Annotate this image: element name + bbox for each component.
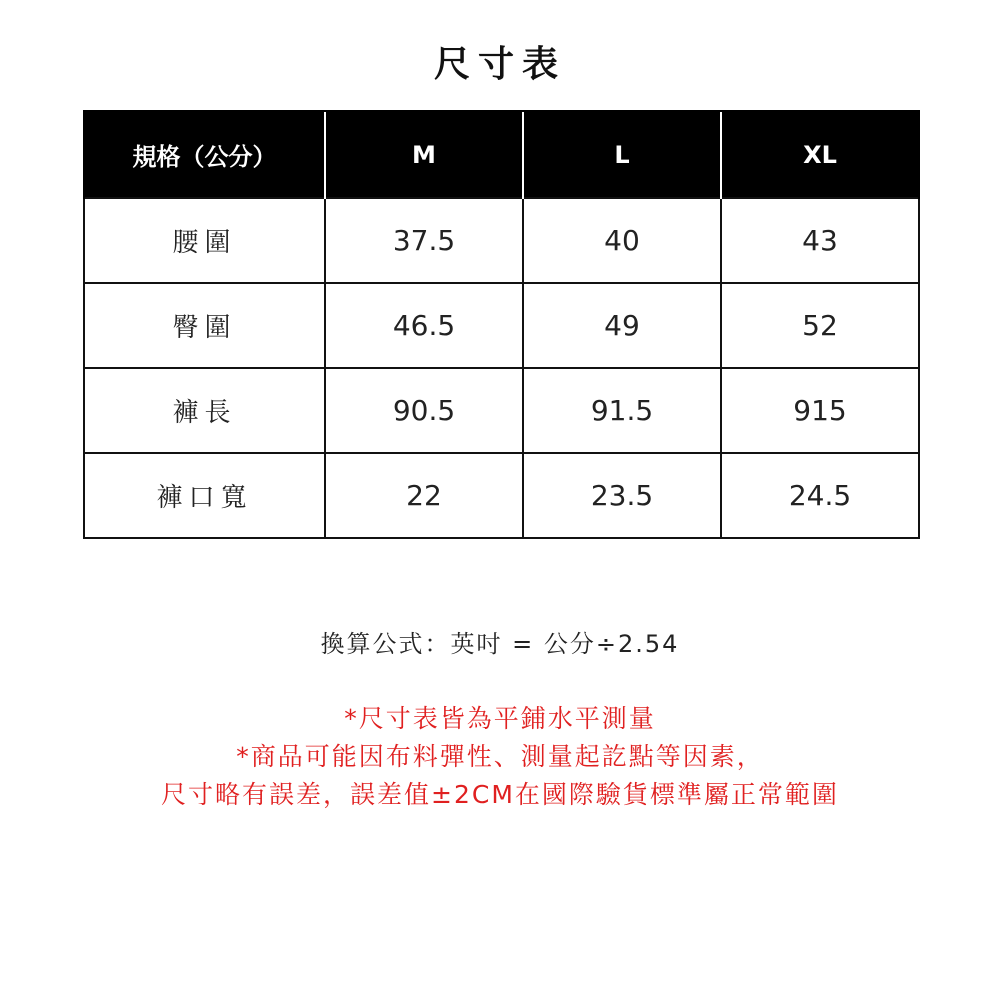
size-table <box>83 110 920 539</box>
header-size-l: L <box>523 111 721 198</box>
table-header-row <box>84 111 919 198</box>
note-line: 尺寸略有誤差，誤差值±2CM在國際驗貨標準屬正常範圍 <box>161 780 839 809</box>
cell-value: 90.5 <box>325 368 523 453</box>
cell-value: 43 <box>721 198 919 283</box>
row-label: 臀圍 <box>84 283 325 368</box>
measurement-notes <box>0 700 1000 814</box>
cell-value: 37.5 <box>325 198 523 283</box>
conversion-formula: 換算公式：英吋 = 公分÷2.54 <box>320 630 680 658</box>
note-line: *商品可能因布料彈性、測量起訖點等因素， <box>236 742 764 771</box>
row-label: 腰圍 <box>84 198 325 283</box>
header-size-xl: XL <box>721 111 919 198</box>
note-line: *尺寸表皆為平鋪水平測量 <box>344 704 656 733</box>
cell-value: 915 <box>721 368 919 453</box>
header-spec: 規格（公分） <box>84 111 325 198</box>
cell-value: 91.5 <box>523 368 721 453</box>
row-label: 褲長 <box>84 368 325 453</box>
page-title: 尺寸表 <box>433 44 566 85</box>
cell-value: 49 <box>523 283 721 368</box>
cell-value: 40 <box>523 198 721 283</box>
table-row-waist <box>84 198 919 283</box>
cell-value: 24.5 <box>721 453 919 538</box>
row-label: 褲口寬 <box>84 453 325 538</box>
cell-value: 22 <box>325 453 523 538</box>
table-row-leg-opening <box>84 453 919 538</box>
header-size-m: M <box>325 111 523 198</box>
table-row-length <box>84 368 919 453</box>
cell-value: 46.5 <box>325 283 523 368</box>
cell-value: 52 <box>721 283 919 368</box>
cell-value: 23.5 <box>523 453 721 538</box>
table-row-hip <box>84 283 919 368</box>
